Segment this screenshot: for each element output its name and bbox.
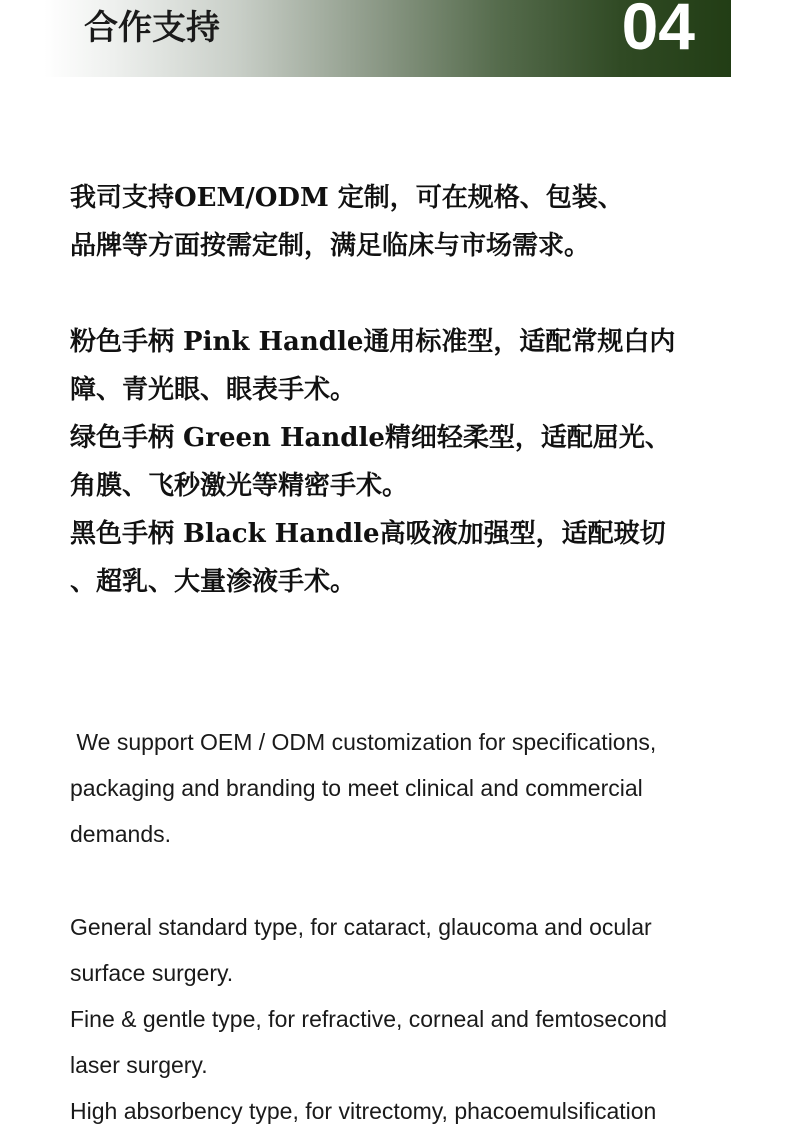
- chinese-handle-types: [70, 318, 730, 606]
- english-type-line: surface surgery.: [70, 960, 234, 986]
- english-intro-paragraph: [70, 719, 730, 857]
- section-number: 04: [621, 0, 695, 63]
- chinese-intro-line: 品牌等方面按需定制，满足临床与市场需求。: [70, 231, 591, 261]
- english-intro-line: demands.: [70, 821, 172, 847]
- chinese-intro-line: 我司支持OEM/ODM 定制，可在规格、包装、: [70, 183, 624, 213]
- english-type-line: laser surgery.: [70, 1052, 208, 1078]
- chinese-type-line: 障、青光眼、眼表手术。: [70, 375, 357, 405]
- english-type-line: Fine & gentle type, for refractive, corneal and femtosecond: [70, 1006, 668, 1032]
- chinese-type-line: 角膜、飞秒激光等精密手术。: [70, 471, 409, 501]
- english-type-line: General standard type, for cataract, glaucoma and ocular: [70, 914, 652, 940]
- english-handle-types: [70, 904, 730, 1134]
- chinese-type-line: 绿色手柄 Green Handle精细轻柔型，适配屈光、: [70, 423, 671, 453]
- chinese-intro-paragraph: [70, 174, 730, 270]
- english-intro-line: packaging and branding to meet clinical and commercial: [70, 775, 643, 801]
- section-header: [44, 0, 731, 77]
- section-title: 合作支持: [84, 8, 220, 48]
- chinese-type-line: 、超乳、大量渗液手术。: [70, 567, 357, 597]
- chinese-type-line: 粉色手柄 Pink Handle通用标准型，适配常规白内: [70, 327, 676, 357]
- english-intro-line: We support OEM / ODM customization for specifications,: [70, 729, 657, 755]
- chinese-type-line: 黑色手柄 Black Handle高吸液加强型，适配玻切: [70, 519, 666, 549]
- english-type-line: High absorbency type, for vitrectomy, phacoemulsification: [70, 1098, 657, 1124]
